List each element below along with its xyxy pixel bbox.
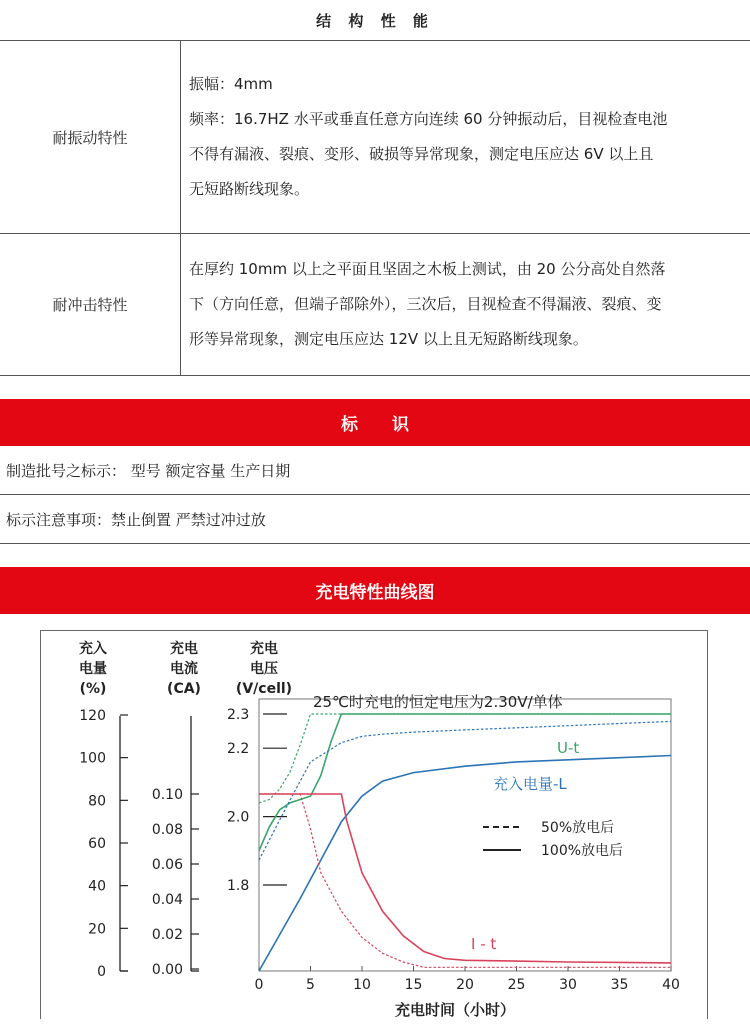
curve-annotation: I - t xyxy=(471,935,496,953)
series-line xyxy=(259,721,671,860)
series-line xyxy=(259,756,671,972)
divider xyxy=(0,543,750,544)
current-tick-label: 0.02 xyxy=(152,927,183,943)
charge-tick-label: 80 xyxy=(88,793,106,809)
axis-header-label: (V/cell) xyxy=(236,681,292,697)
marking-line-2: 标示注意事项：禁止倒置 严禁过冲过放 xyxy=(0,495,750,543)
charge-tick-label: 100 xyxy=(79,751,106,767)
table-row xyxy=(0,41,750,234)
axis-header-label: 充电 xyxy=(250,640,278,657)
charge-tick-label: 20 xyxy=(88,921,106,937)
current-tick-label: 0.08 xyxy=(152,822,183,838)
charge-tick-label: 120 xyxy=(79,708,106,724)
curve-annotation: U-t xyxy=(557,739,579,757)
row-label: 耐冲击特性 xyxy=(0,234,181,376)
current-tick-label: 0.06 xyxy=(152,857,183,873)
charge-tick-label: 60 xyxy=(88,836,106,852)
row-line: 不得有漏液、裂痕、变形、破损等异常现象，测定电压应达 6V 以上且 xyxy=(189,137,744,172)
marking-title-bar xyxy=(0,399,750,446)
x-tick-label: 5 xyxy=(306,977,315,993)
axis-header-label: 电压 xyxy=(250,660,278,677)
charge-tick-label: 40 xyxy=(88,879,106,895)
x-tick-label: 25 xyxy=(508,977,526,993)
current-tick-label: 0.00 xyxy=(152,962,183,978)
axis-header-label: 电流 xyxy=(170,660,198,677)
row-line: 频率：16.7HZ 水平或垂直任意方向连续 60 分钟振动后，目视检查电池 xyxy=(189,102,744,137)
structure-title: 结 构 性 能 xyxy=(0,0,750,40)
axis-header-label: 充电 xyxy=(170,640,198,657)
x-tick-label: 30 xyxy=(559,977,577,993)
voltage-tick-label: 2.2 xyxy=(227,741,249,757)
voltage-tick-label: 2.3 xyxy=(227,707,249,723)
row-line: 振幅：4mm xyxy=(189,67,744,102)
marking-line-1: 制造批号之标示： 型号 额定容量 生产日期 xyxy=(0,446,750,494)
charge-chart-svg xyxy=(41,631,709,1020)
row-label: 耐振动特性 xyxy=(0,41,181,234)
curve-annotation: 充入电量-L xyxy=(493,775,567,793)
x-tick-label: 10 xyxy=(353,977,371,993)
axis-header-label: 充入 xyxy=(79,640,107,657)
charge-tick-label: 0 xyxy=(97,964,106,980)
x-tick-label: 0 xyxy=(255,977,264,993)
chart-title: 25℃时充电的恒定电压为2.30V/单体 xyxy=(313,693,563,711)
current-tick-label: 0.10 xyxy=(152,787,183,803)
legend-solid-label: 100%放电后 xyxy=(541,842,623,859)
row-body xyxy=(181,41,750,234)
axis-header-label: (CA) xyxy=(167,681,201,697)
structure-table xyxy=(0,40,750,376)
row-body xyxy=(181,234,750,376)
legend-dashed-label: 50%放电后 xyxy=(541,819,614,836)
x-tick-label: 20 xyxy=(456,977,474,993)
axis-header-label: 电量 xyxy=(79,660,107,677)
x-tick-label: 35 xyxy=(611,977,629,993)
voltage-tick-label: 2.0 xyxy=(227,810,249,826)
row-line: 无短路断线现象。 xyxy=(189,172,744,207)
row-line: 下（方向任意，但端子部除外），三次后，目视检查不得漏液、裂痕、变 xyxy=(189,287,744,322)
x-axis-label: 充电时间（小时） xyxy=(395,1001,515,1019)
charge-chart xyxy=(40,630,708,1019)
current-tick-label: 0.04 xyxy=(152,892,183,908)
row-line: 形等异常现象，测定电压应达 12V 以上且无短路断线现象。 xyxy=(189,322,744,357)
chart-section-title: 充电特性曲线图 xyxy=(316,578,435,603)
row-line: 在厚约 10mm 以上之平面且坚固之木板上测试，由 20 公分高处自然落 xyxy=(189,252,744,287)
x-tick-label: 40 xyxy=(662,977,680,993)
voltage-tick-label: 1.8 xyxy=(227,878,249,894)
table-row xyxy=(0,234,750,376)
marking-title: 标 识 xyxy=(341,410,409,435)
x-tick-label: 15 xyxy=(405,977,423,993)
axis-header-label: (%) xyxy=(80,681,107,697)
chart-title-bar xyxy=(0,567,750,614)
